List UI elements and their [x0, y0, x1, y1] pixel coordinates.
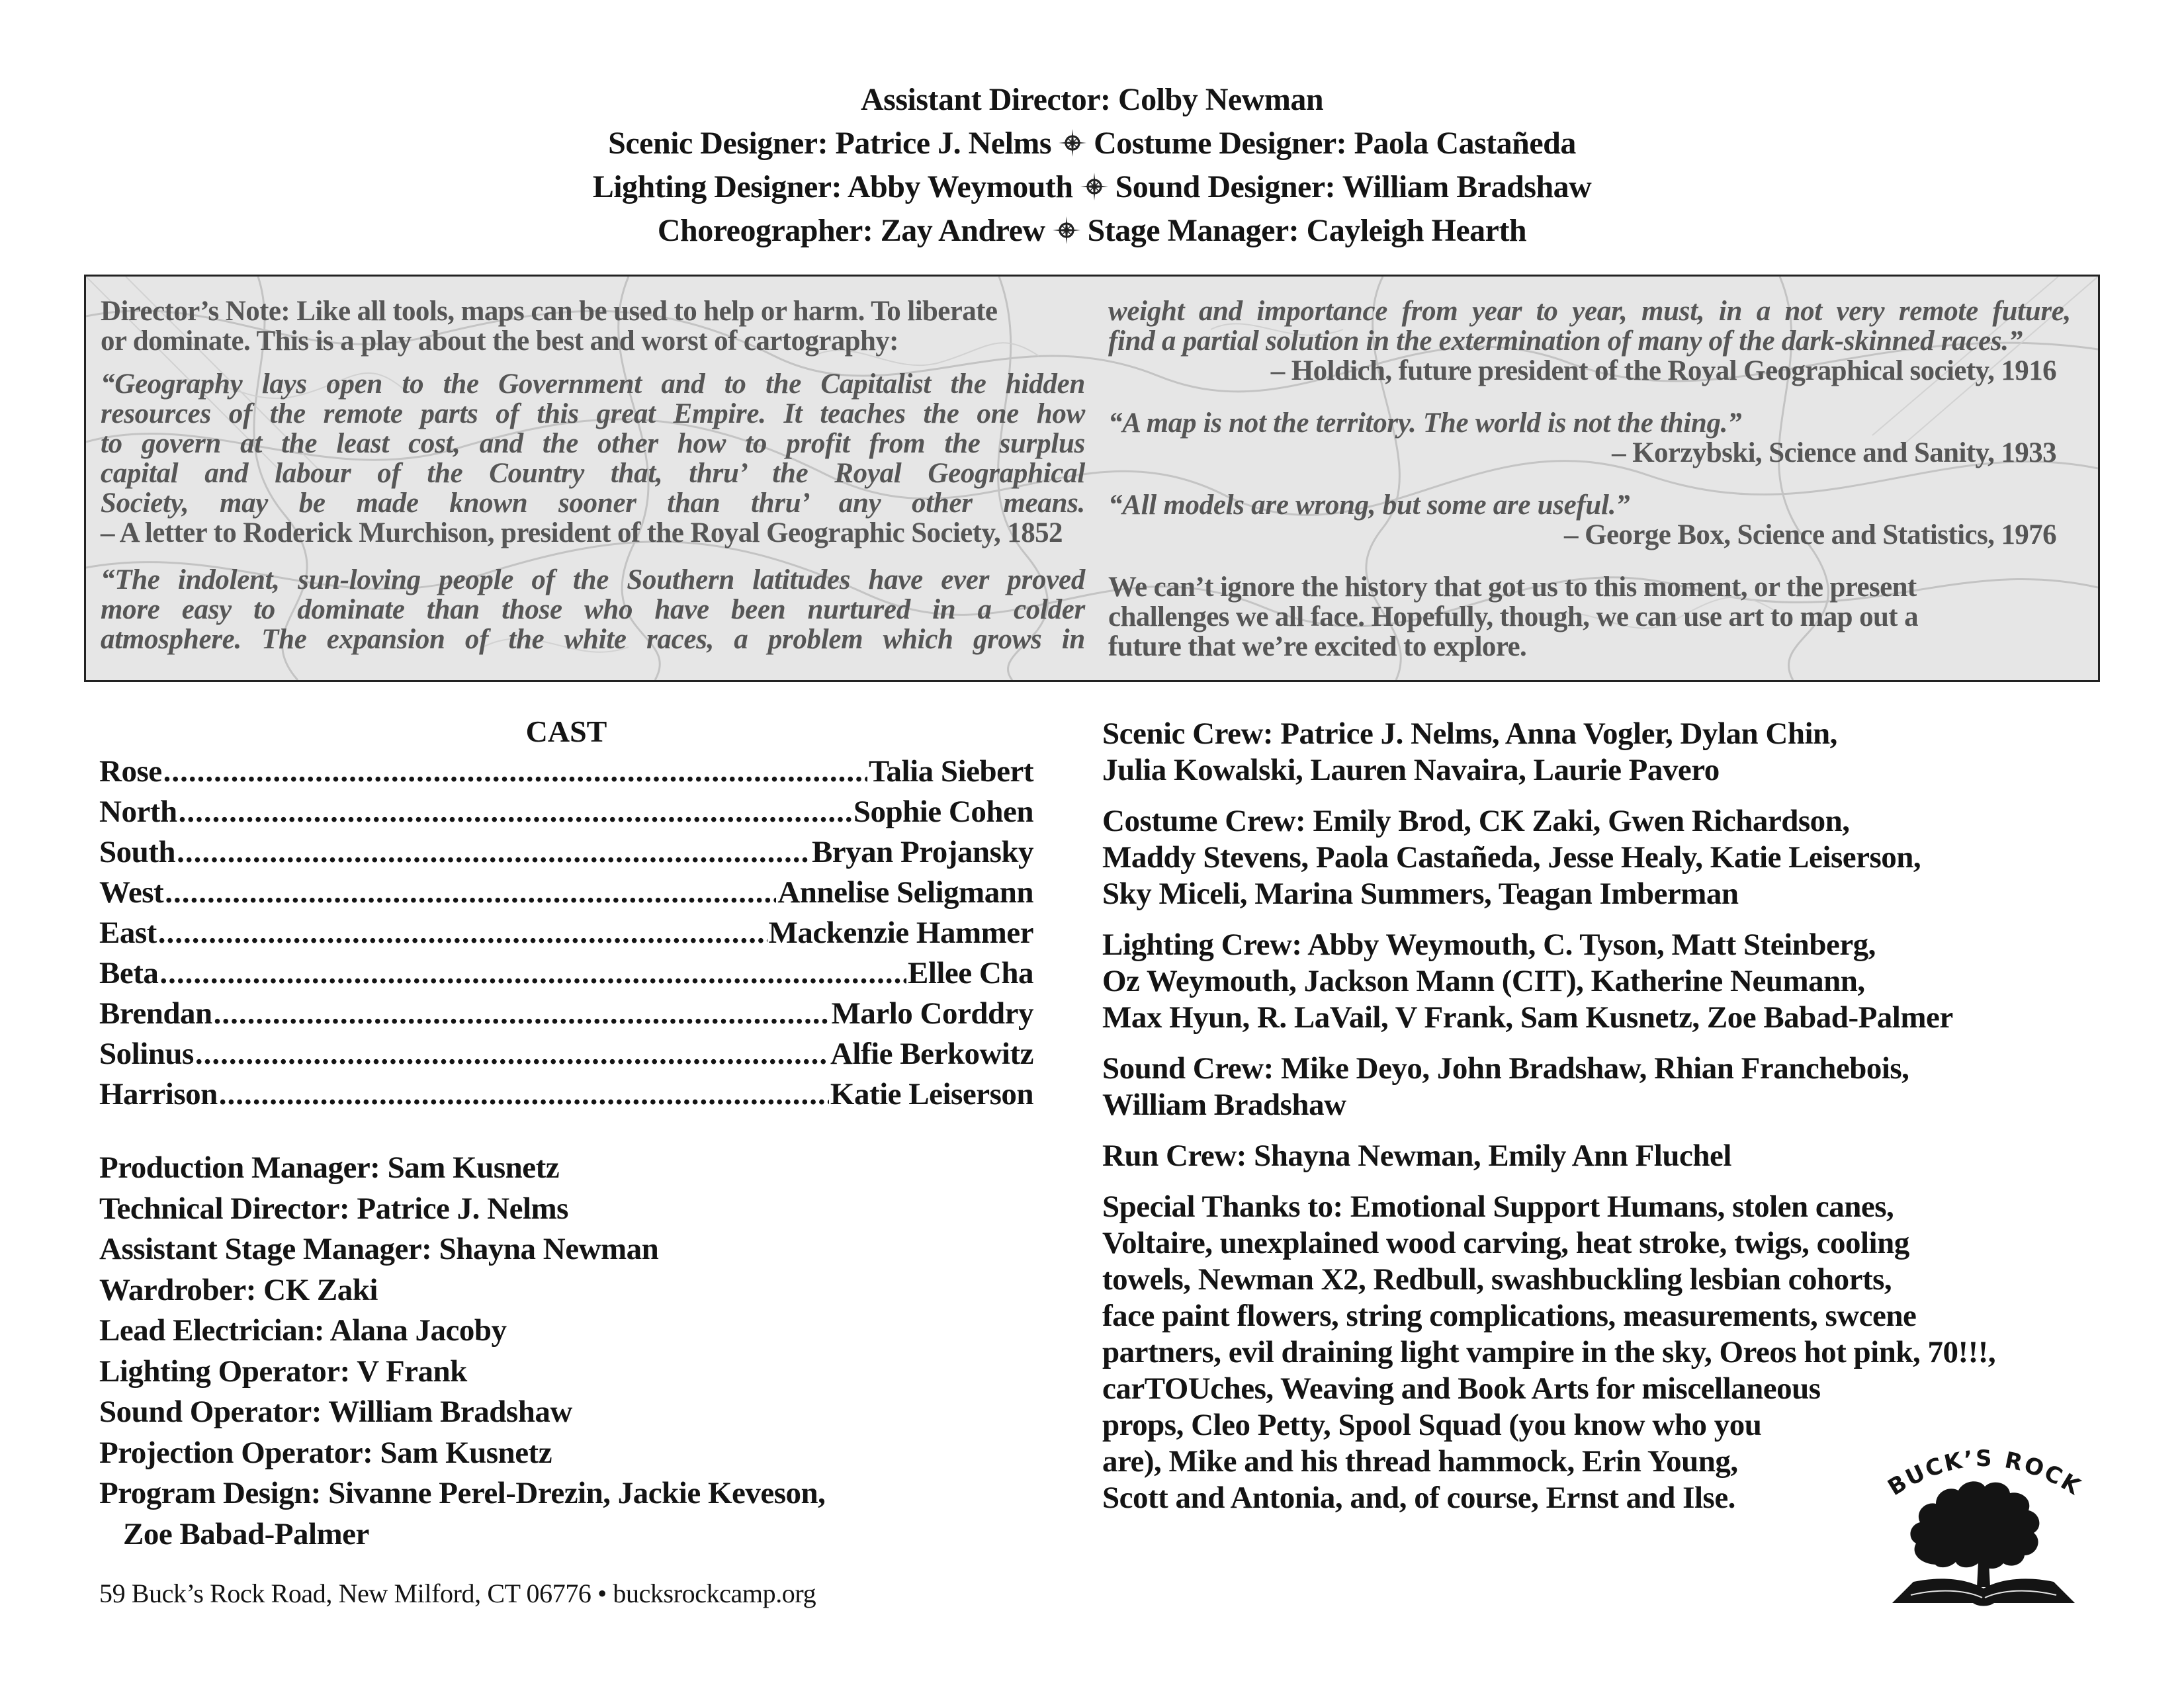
quote-attribution: – A letter to Roderick Murchison, president of the Royal Geographic Society, 1852 — [101, 517, 1063, 548]
quote-holdich-part2: weight and importance from year to year, must, in a not very remote future, find a partial solution in the extermination of many of the dark-skinned races.” – Holdich, future president of the Royal Geographical society, 1916 — [1108, 296, 2071, 386]
address: 59 Buck’s Rock Road, New Milford, CT 06776 — [99, 1579, 591, 1608]
run-crew: Run Crew: Shayna Newman, Emily Ann Fluchel — [1102, 1139, 1731, 1173]
cast-actor: Annelise Seligmann — [777, 875, 1033, 910]
staff-program-design: Program Design: Sivanne Perel-Drezin, Jackie Keveson, — [99, 1476, 826, 1510]
cast-role: South — [99, 835, 176, 869]
special-thanks: Special Thanks to: Emotional Support Humans, stolen canes, Voltaire, unexplained wood carving, heat stroke, twigs, cooling towels, Newman X2, Redbull, swashbuckling lesbian cohorts, face paint flowers, string complications, measurements, swcene partners, evil draining light vampire in the sky, Oreos hot pink, 70!!!, carTOUches, Weaving and Book Arts for miscellaneous props, Cleo Petty, Spool Squad (you know who you are), Mike and his thread hammock, Erin Young, Scott and Antonia, and, of course, Ernst and Ilse. — [1102, 1190, 1996, 1515]
directors-note-intro: Director’s Note: Like all tools, maps can be used to help or harm. To liberate or dominate. This is a play about the best and worst of cartography: — [101, 296, 998, 357]
directors-note-box — [84, 275, 2100, 682]
cast-row — [99, 1074, 1033, 1115]
bucks-rock-logo — [1872, 1432, 2097, 1611]
sound-crew: Sound Crew: Mike Deyo, John Bradshaw, Rhian Franchebois, William Bradshaw — [1102, 1051, 1909, 1122]
credit-lighting-designer: Lighting Designer: Abby Weymouth — [592, 169, 1073, 204]
cast-role: West — [99, 875, 164, 910]
cast-actor: Katie Leiserson — [830, 1077, 1033, 1111]
staff-sound-operator: Sound Operator: William Bradshaw — [99, 1395, 572, 1429]
credit-assistant-director: Assistant Director: Colby Newman — [860, 82, 1324, 117]
tree-on-open-book-icon — [1892, 1481, 2075, 1606]
cast-row — [99, 953, 1033, 994]
cast-row — [99, 873, 1033, 913]
lighting-crew: Lighting Crew: Abby Weymouth, C. Tyson, Matt Steinberg, Oz Weymouth, Jackson Mann (CIT), Katherine Neumann, Max Hyun, R. LaVail, V Frank, Sam Kusnetz, Zoe Babad-Palmer — [1102, 928, 1953, 1035]
cast-role: North — [99, 795, 177, 829]
compass-rose-icon — [1052, 216, 1081, 245]
staff-wardrober: Wardrober: CK Zaki — [99, 1272, 378, 1307]
directors-note-closing: We can’t ignore the history that got us to this moment, or the present challenges we all face. Hopefully, though, we can use art to map out a future that we’re excited to explore. — [1108, 572, 1919, 662]
production-staff-list — [99, 1148, 825, 1555]
cast-row — [99, 994, 1033, 1034]
credit-scenic-designer: Scenic Designer: Patrice J. Nelms — [608, 126, 1052, 161]
credit-sound-designer: Sound Designer: William Bradshaw — [1115, 169, 1592, 204]
quote-korzybski: “A map is not the territory. The world is not the thing.” – Korzybski, Science and Sanity, 1933 — [1108, 408, 2071, 468]
staff-technical-director: Technical Director: Patrice J. Nelms — [99, 1191, 568, 1226]
footer-address — [99, 1578, 816, 1609]
staff-projection-operator: Projection Operator: Sam Kusnetz — [99, 1435, 552, 1470]
cast-role: Brendan — [99, 996, 212, 1031]
cast-actor: Alfie Berkowitz — [830, 1037, 1033, 1071]
cast-actor: Mackenzie Hammer — [768, 916, 1033, 950]
cast-row — [99, 1034, 1033, 1074]
scenic-crew: Scenic Crew: Patrice J. Nelms, Anna Vogler, Dylan Chin, Julia Kowalski, Lauren Navaira, Laurie Pavero — [1102, 716, 1837, 787]
quote-attribution: – George Box, Science and Statistics, 1976 — [1564, 519, 2056, 550]
cast-actor: Ellee Cha — [907, 956, 1033, 990]
staff-lighting-operator: Lighting Operator: V Frank — [99, 1354, 467, 1389]
cast-role: Beta — [99, 956, 159, 990]
cast-row — [99, 832, 1033, 873]
cast-role: Solinus — [99, 1037, 194, 1071]
staff-assistant-stage-manager: Assistant Stage Manager: Shayna Newman — [99, 1232, 659, 1266]
quote-attribution: – Korzybski, Science and Sanity, 1933 — [1612, 437, 2056, 468]
staff-production-manager: Production Manager: Sam Kusnetz — [99, 1150, 560, 1185]
directors-note-right-column — [1108, 296, 2071, 675]
quote-attribution: – Holdich, future president of the Royal Geographical society, 1916 — [1270, 355, 2056, 386]
cast-actor: Bryan Projansky — [811, 835, 1033, 869]
cast-actor: Marlo Corddry — [831, 996, 1033, 1031]
credit-line-scenic-costume — [0, 122, 2184, 165]
cast-list — [99, 713, 1033, 1115]
cast-role: East — [99, 916, 157, 950]
compass-rose-icon — [1080, 172, 1109, 201]
credit-line-choreographer-stage-manager — [0, 209, 2184, 253]
crew-lists — [1102, 716, 2095, 1531]
quote-george-box: “All models are wrong, but some are useful.” – George Box, Science and Statistics, 1976 — [1108, 490, 2071, 550]
credit-choreographer: Choreographer: Zay Andrew — [657, 213, 1045, 248]
logo-text: BUCK’S ROCK — [1883, 1445, 2087, 1502]
cast-actor: Talia Siebert — [869, 754, 1033, 789]
directors-note-left-column — [101, 296, 1085, 654]
cast-title: CAST — [525, 714, 607, 748]
staff-lead-electrician: Lead Electrician: Alana Jacoby — [99, 1313, 507, 1348]
website-link[interactable]: bucksrockcamp.org — [613, 1579, 816, 1608]
costume-crew: Costume Crew: Emily Brod, CK Zaki, Gwen Richardson, Maddy Stevens, Paola Castañeda, Jesse Healy, Katie Leiserson, Sky Miceli, Marina Summers, Teagan Imberman — [1102, 804, 1921, 911]
credit-stage-manager: Stage Manager: Cayleigh Hearth — [1087, 213, 1527, 248]
design-credits — [0, 78, 2184, 253]
cast-row — [99, 913, 1033, 953]
credit-line-lighting-sound — [0, 165, 2184, 209]
quote-holdich-part1: “The indolent, sun-loving people of the Southern latitudes have ever proved more easy to dominate than those who have been nurtured in a colder atmosphere. The expansion of the white races, a problem which grows in — [101, 564, 1085, 655]
cast-row — [99, 792, 1033, 832]
cast-row — [99, 752, 1033, 792]
cast-actor: Sophie Cohen — [853, 795, 1033, 829]
credit-line-assistant-director — [0, 78, 2184, 122]
cast-role: Rose — [99, 754, 162, 789]
compass-rose-icon — [1058, 128, 1087, 157]
quote-murchison-letter: “Geography lays open to the Government and to the Capitalist the hidden resources of the remote parts of this great Empire. It teaches the one how to govern at the least cost, and the other how to profit from the surplus capital and labour of the Country that, thru’ the Royal Geographical Society, may be made known sooner than thru’ any other means. – A letter to Roderick Murchison, president of the Royal Geographic Society, 1852 — [101, 368, 1085, 548]
staff-program-design-continued: Zoe Babad-Palmer — [123, 1516, 369, 1551]
credit-costume-designer: Costume Designer: Paola Castañeda — [1094, 126, 1576, 161]
cast-role: Harrison — [99, 1077, 218, 1111]
bullet-separator: • — [597, 1579, 607, 1608]
